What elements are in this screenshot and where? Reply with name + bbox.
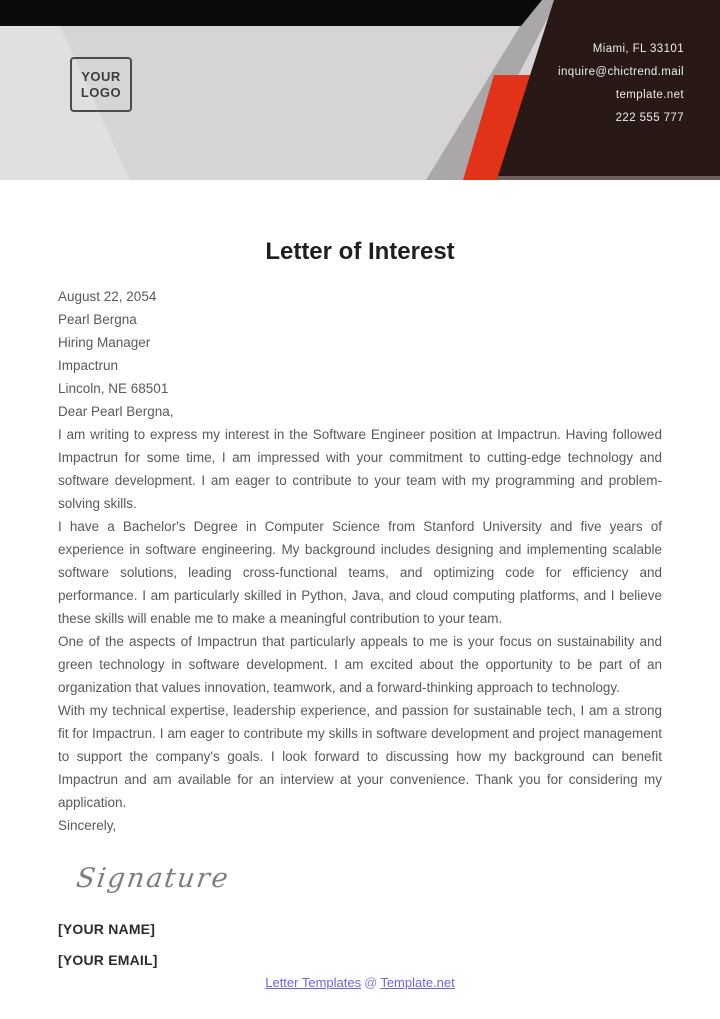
letter-meta bbox=[58, 285, 662, 423]
template-net-link[interactable]: Template.net bbox=[380, 975, 455, 990]
page-title: Letter of Interest bbox=[265, 238, 455, 265]
letter-body bbox=[0, 237, 720, 968]
salutation: Dear Pearl Bergna, bbox=[58, 404, 174, 419]
paragraph-motivation: One of the aspects of Impactrun that particularly appeals to me is your focus on sustainability and green technology in software development. I am excited about the opportunity to be part of an organization that values innovation, teamwork, and a forward-thinking approach to technology. bbox=[58, 634, 662, 695]
paragraph-intro: I am writing to express my interest in the Software Engineer position at Impactrun. Having followed Impactrun for some time, I am impressed with your commitment to cutting-edge technology and software development. I am eager to contribute to your team with my programming and problem-solving skills. bbox=[58, 427, 662, 511]
footer-attribution bbox=[0, 974, 720, 991]
letter-date: August 22, 2054 bbox=[58, 289, 157, 304]
letter-templates-link[interactable]: Letter Templates bbox=[265, 975, 362, 990]
logo-text-line1: YOUR bbox=[81, 68, 121, 84]
recipient-name: Pearl Bergna bbox=[58, 312, 137, 327]
letterhead bbox=[0, 0, 720, 180]
footer-separator: @ bbox=[364, 975, 378, 990]
paragraph-qualifications: I have a Bachelor's Degree in Computer Science from Stanford University and five years of experience in software engineering. My background includes designing and implementing scalable software solutions, leading cross-functional teams, and optimizing code for efficiency and performance. I am particularly skilled in Python, Java, and cloud computing platforms, and I believe these skills will enable me to make a meaningful contribution to your team. bbox=[58, 519, 662, 626]
sender-name-placeholder: [YOUR NAME] bbox=[58, 921, 156, 937]
contact-email: inquire@chictrend.mail bbox=[558, 66, 684, 78]
contact-block bbox=[558, 38, 684, 130]
closing-salutation: Sincerely, bbox=[58, 818, 117, 833]
recipient-role: Hiring Manager bbox=[58, 335, 151, 350]
contact-website: template.net bbox=[615, 89, 684, 101]
logo-text-line2: LOGO bbox=[80, 84, 122, 100]
recipient-company: Impactrun bbox=[58, 358, 119, 373]
sender-email-placeholder: [YOUR EMAIL] bbox=[58, 952, 158, 968]
paragraph-closing-pitch: With my technical expertise, leadership experience, and passion for sustainable tech, I am a strong fit for Impactrun. I am eager to contribute my skills in software development and project management to support the company's goals. I look forward to discussing how my background can benefit Impactrun and am available for an interview at your convenience. Thank you for considering my application. bbox=[58, 703, 662, 810]
logo-placeholder bbox=[70, 57, 132, 112]
contact-address: Miami, FL 33101 bbox=[592, 43, 684, 55]
recipient-address: Lincoln, NE 68501 bbox=[58, 381, 169, 396]
letterhead-dark-underline bbox=[497, 176, 720, 180]
contact-phone: 222 555 777 bbox=[615, 112, 684, 124]
signature-script: Signature bbox=[74, 863, 232, 894]
